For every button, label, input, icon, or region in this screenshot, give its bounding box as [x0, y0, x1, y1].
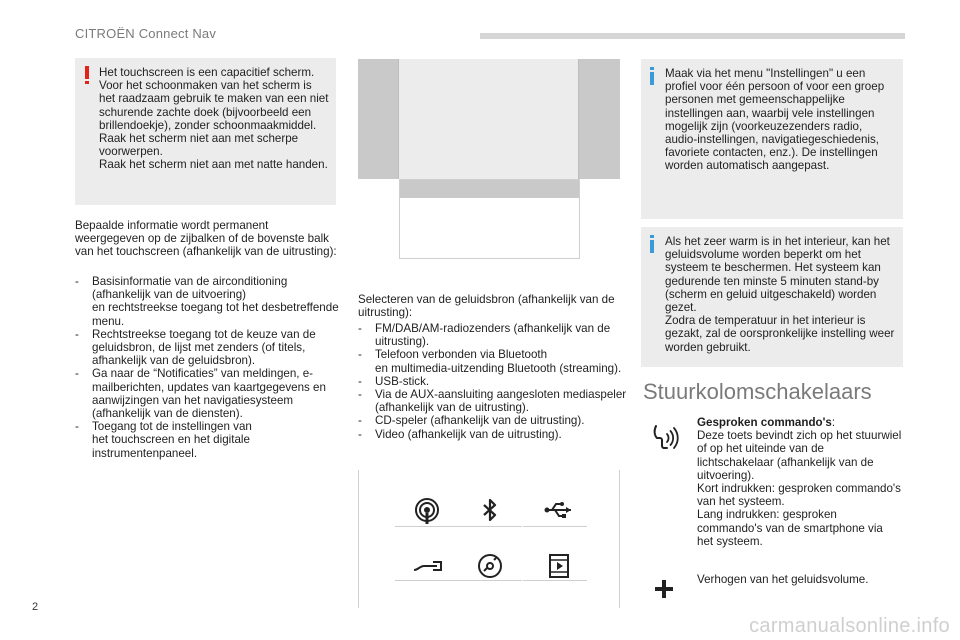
- page-number: 2: [32, 601, 39, 613]
- list-item: - Basisinformatie van de airconditioning (afhankelijk van de uitvoering) en rechtstreekse toegang tot het desbetreffende menu.: [75, 275, 339, 328]
- voice-command-icon: [650, 422, 680, 452]
- usb-icon: [541, 494, 577, 530]
- info-text: Als het zeer warm is in het interieur, kan het geluidsvolume worden beperkt om het systeem te beschermen. Het systeem kan gedurende ten minste 5 minuten stand-by (scherm en geluid uitgeschakeld) worden gezet. Zodra de temperatuur in het interieur is gezakt, zal de oorspronkelijke instelling weer worden gebruikt.: [665, 235, 895, 354]
- radio-icon: [409, 494, 445, 530]
- plus-icon: [653, 578, 675, 600]
- screen-illustration-bottom: [399, 179, 580, 259]
- list-item: - Video (afhankelijk van de uitrusting).: [358, 427, 562, 441]
- watermark: carmanualsonline.info: [749, 615, 950, 637]
- list-item: - FM/DAB/AM-radiozenders (afhankelijk van de uitrusting).: [358, 322, 628, 348]
- source-text: Telefoon verbonden via Bluetooth en multimedia-uitzending Bluetooth (streaming).: [375, 348, 622, 375]
- bluetooth-icon: [472, 494, 508, 530]
- cd-icon: [472, 548, 508, 584]
- warning-icon: [85, 66, 89, 84]
- list-item: - CD-speler (afhankelijk van de uitrusting).: [358, 414, 585, 428]
- bullet-text: Basisinformatie van de airconditioning (afhankelijk van de uitvoering) en rechtstreekse toegang tot het desbetreffende menu.: [92, 275, 339, 328]
- list-item: - Via de AUX-aansluiting aangesloten mediaspeler (afhankelijk van de uitrusting).: [358, 388, 627, 415]
- source-text: USB-stick.: [375, 374, 430, 388]
- warning-text: Het touchscreen is een capacitief scherm. Voor het schoonmaken van het scherm is het raadzaam gebruik te maken van een niet schurende zachte doek (bijvoorbeeld een brillendoekje), zonder schoonmaakmiddel. Raak het scherm niet aan met scherpe voorwerpen. Raak het scherm niet aan met natte handen.: [99, 66, 329, 172]
- warning-box: [75, 58, 336, 205]
- voice-text: Deze toets bevindt zich op het stuurwiel of op het uiteinde van de lichtschakelaar (afhankelijk van de uitvoering). Kort indrukken: gesproken commando's van het systeem. Lang indrukken: gesproken commando's van de smartphone via het systeem.: [697, 429, 902, 548]
- list-item: - Toegang tot de instellingen van het touchscreen en het digitale instrumentenpaneel.: [75, 420, 340, 460]
- divider: [395, 580, 459, 581]
- list-item: - USB-stick.: [358, 374, 430, 388]
- left-bullets: [75, 275, 340, 460]
- info-box-temperature: [641, 227, 903, 367]
- list-item: - Telefoon verbonden via Bluetooth en multimedia-uitzending Bluetooth (streaming).: [358, 348, 622, 375]
- voice-command-description: [697, 416, 902, 548]
- aux-jack-icon: [409, 548, 445, 584]
- bullet-text: Ga naar de “Notificaties” van meldingen, e-mailberichten, updates van kaartgegevens en aanwijzingen van het navigatiesysteem (afhankelijk van de diensten).: [92, 367, 326, 421]
- screen-illustration-top: [358, 59, 620, 179]
- source-intro: Selecteren van de geluidsbron (afhankelijk van de uitrusting):: [358, 293, 615, 320]
- bullet-text: Toegang tot de instellingen van het touchscreen en het digitale instrumentenpaneel.: [92, 420, 252, 460]
- divider: [458, 526, 522, 527]
- left-intro: Bepaalde informatie wordt permanent weergegeven op de zijbalken of de bovenste balk van het touchscreen (afhankelijk van de uitrusting):: [75, 219, 337, 259]
- source-icon-panel: [358, 470, 620, 608]
- voice-heading: Gesproken commando's: [697, 416, 832, 429]
- info-icon: [650, 235, 654, 253]
- video-icon: [541, 548, 577, 584]
- list-item: - Rechtstreekse toegang tot de keuze van de geluidsbron, de lijst met zenders (of titels, afhankelijk van de geluidsbron).: [75, 328, 340, 368]
- divider: [458, 580, 522, 581]
- divider: [523, 526, 587, 527]
- source-text: Via de AUX-aansluiting aangesloten mediaspeler (afhankelijk van de uitrusting).: [375, 388, 627, 415]
- bullet-text: Rechtstreekse toegang tot de keuze van de geluidsbron, de lijst met zenders (of titels, afhankelijk van de geluidsbron).: [92, 327, 316, 368]
- info-icon: [650, 67, 654, 85]
- info-box-profile: [641, 59, 903, 219]
- divider: [395, 526, 459, 527]
- section-title: Stuurkolomschakelaars: [643, 379, 872, 404]
- source-list: [358, 322, 628, 441]
- source-text: FM/DAB/AM-radiozenders (afhankelijk van de uitrusting).: [375, 322, 611, 349]
- list-item: - Ga naar de “Notificaties” van meldingen, e-mailberichten, updates van kaartgegevens en aanwijzingen van het navigatiesysteem (afhankelijk van de diensten).: [75, 367, 340, 420]
- source-text: CD-speler (afhankelijk van de uitrusting).: [375, 414, 585, 428]
- divider: [523, 580, 587, 581]
- header-bar: [480, 33, 905, 39]
- info-text: Maak via het menu "Instellingen" u een profiel voor één persoon of voor een groep personen met gemeenschappelijke instellingen aan, waarbij vele instellingen mogelijk zijn (voorkeuzezenders radio, audio-instellingen, navigatiegeschiedenis, favoriete contacten, enz.). De instellingen worden automatisch aangepast.: [665, 67, 885, 173]
- volume-up-text: Verhogen van het geluidsvolume.: [697, 573, 869, 586]
- voice-heading-suffix: :: [831, 416, 836, 429]
- header-title: CITROËN Connect Nav: [75, 26, 217, 41]
- source-text: Video (afhankelijk van de uitrusting).: [375, 427, 562, 441]
